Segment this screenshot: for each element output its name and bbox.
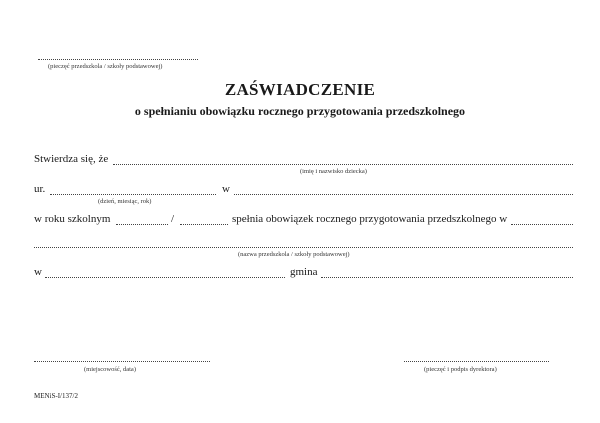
document-subtitle: o spełnianiu obowiązku rocznego przygotowania przedszkolnego [134,104,466,118]
school-year-end-field[interactable] [180,224,228,225]
school-year-slash: / [171,213,175,225]
stwierdza-label: Stwierdza się, że [34,153,109,165]
gmina-field[interactable] [321,277,573,278]
birth-date-field[interactable] [50,194,216,195]
stamp-caption: (pieczęć przedszkola / szkoły podstawowej) [48,63,163,70]
locality-label: w [34,266,42,278]
place-date-caption: (miejscowość, data) [84,366,136,373]
institution-start-field[interactable] [511,224,573,225]
institution-name-field[interactable] [34,247,573,248]
director-signature-field[interactable] [404,361,549,362]
locality-field[interactable] [45,277,285,278]
school-year-label: w roku szkolnym [34,213,111,225]
birth-place-label: w [222,183,230,195]
place-date-field[interactable] [34,361,210,362]
child-name-field[interactable] [113,164,573,165]
school-year-start-field[interactable] [116,224,168,225]
director-caption: (pieczęć i podpis dyrektora) [424,366,497,373]
date-caption: (dzień, miesiąc, rok) [98,198,152,205]
obligation-text: spełnia obowiązek rocznego przygotowania przedszkolnego w [232,213,508,225]
name-caption: (imię i nazwisko dziecka) [300,168,367,175]
institution-caption: (nazwa przedszkola / szkoły podstawowej) [238,251,350,258]
ur-label: ur. [34,183,46,195]
stamp-line [38,59,198,60]
birth-place-field[interactable] [234,194,573,195]
gmina-label: gmina [290,266,318,278]
form-code: MENiS-I/137/2 [34,392,78,400]
document-title: ZAŚWIADCZENIE [224,80,376,99]
